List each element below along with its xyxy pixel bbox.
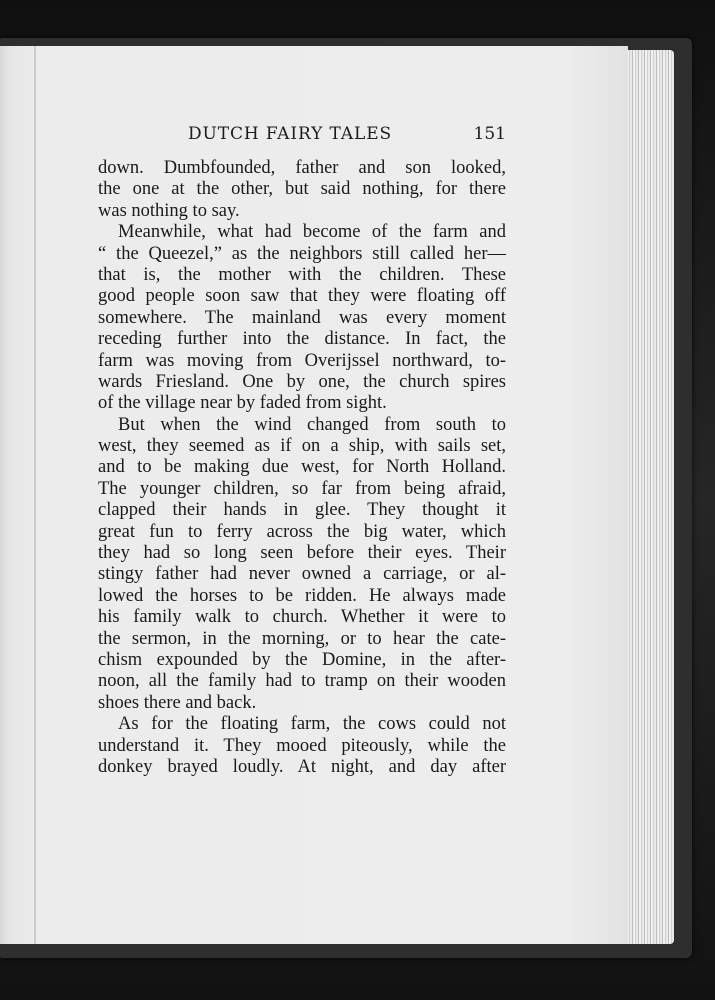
paragraph [98, 714, 506, 778]
running-head: DUTCH FAIRY TALES [188, 124, 393, 144]
text-line: noon, all the family had to tramp on their wooden [98, 671, 506, 692]
text-line: his family walk to church. Whether it were to [98, 607, 506, 628]
text-line: As for the floating farm, the cows could not [118, 714, 506, 735]
text-line: the sermon, in the morning, or to hear the cate- [98, 628, 506, 649]
text-line: clapped their hands in glee. They thought it [98, 500, 506, 521]
text-line: shoes there and back. [98, 692, 257, 713]
page-number: 151 [473, 124, 506, 144]
text-line: was nothing to say. [98, 200, 240, 221]
page-gutter [34, 46, 36, 944]
text-line: great fun to ferry across the big water, which [98, 521, 506, 542]
body-text [98, 158, 506, 778]
paragraph [98, 158, 506, 222]
text-line: and to be making due west, for North Holland. [98, 457, 506, 478]
text-line: wards Friesland. One by one, the church spires [98, 371, 506, 392]
text-line: somewhere. The mainland was every moment [98, 307, 506, 328]
text-line: chism expounded by the Domine, in the after- [98, 649, 506, 670]
text-line: “ the Queezel,” as the neighbors still called her— [98, 243, 506, 264]
text-line: receding further into the distance. In fact, the [98, 329, 506, 350]
text-line: of the village near by faded from sight. [98, 393, 387, 414]
text-line: But when the wind changed from south to [118, 414, 506, 435]
text-line: stingy father had never owned a carriage, or al- [98, 564, 506, 585]
page-header [98, 124, 506, 148]
paragraph [98, 222, 506, 415]
text-line: The younger children, so far from being afraid, [98, 478, 506, 499]
text-line: that is, the mother with the children. These [98, 264, 506, 285]
text-line: good people soon saw that they were floating off [98, 286, 506, 307]
text-line: donkey brayed loudly. At night, and day after [98, 756, 506, 777]
text-line: down. Dumbfounded, father and son looked, [98, 158, 506, 178]
text-line: lowed the horses to be ridden. He always made [98, 585, 506, 606]
text-line: farm was moving from Overijssel northward, to- [98, 350, 506, 371]
text-line: they had so long seen before their eyes. Their [98, 543, 506, 564]
text-line: Meanwhile, what had become of the farm and [118, 222, 506, 243]
text-line: west, they seemed as if on a ship, with sails set, [98, 436, 506, 457]
paragraph [98, 415, 506, 714]
text-line: understand it. They mooed piteously, while the [98, 735, 506, 756]
text-line: the one at the other, but said nothing, for there [98, 179, 506, 200]
